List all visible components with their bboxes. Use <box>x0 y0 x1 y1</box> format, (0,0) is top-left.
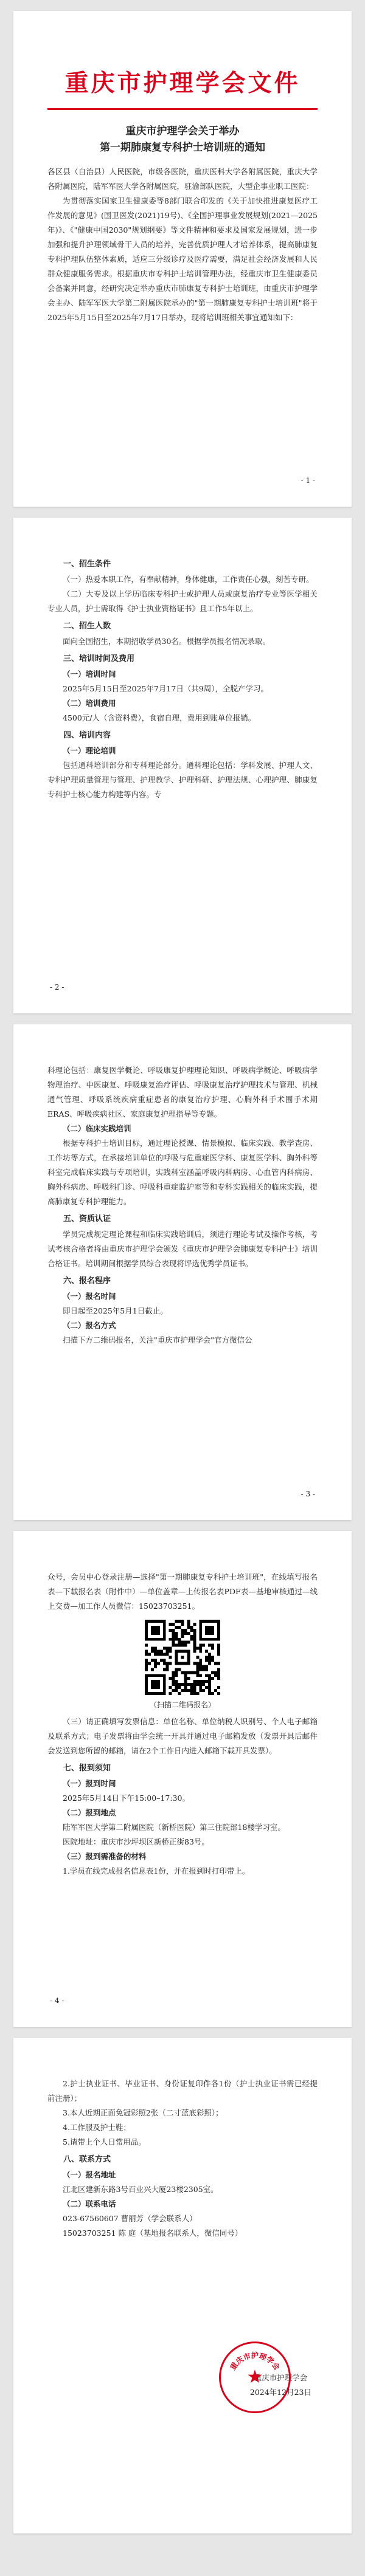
paragraph: 3.本人近期正面免冠彩照2张（二寸蓝底彩照）； <box>63 2108 223 2117</box>
paragraph: 即日起至2025年5月1日截止。 <box>63 1306 168 1315</box>
notice-title-line2: 第一期肺康复专科护士培训班的通知 <box>100 142 265 154</box>
section-heading: 七、报到须知 <box>63 1764 111 1773</box>
section-heading: 八、联系方式 <box>63 2155 111 2164</box>
section-heading: 一、招生条件 <box>63 560 111 569</box>
paragraph: 15023703251 陈 庭（基地报名联系人，微信同号） <box>63 2228 243 2238</box>
paragraph: 根据专科护士培训目标，通过理论授课、情景模拟、临床实践、教学查房、工作坊等方式，在承接培训单位的呼吸与危重症医学科、康复医学科、胸外科等科室完成临床实践与专项培训，实践科室涵盖呼吸内科病房、心血管内科病房、胸外科病房、呼吸科门诊、呼吸科重症监护室等和专科实践相关的临床实践，提高肺康复专科护理能力。 <box>47 1139 318 1206</box>
subsection-heading: （二）报到地点 <box>63 1808 116 1817</box>
subsection-heading: （二）培训费用 <box>63 699 116 708</box>
subsection-heading: （二）报名方式 <box>63 1321 116 1330</box>
paragraph: 面向全国招生，本期招收学员30名。根据学员报名情况录取。 <box>63 637 270 646</box>
section-heading: 四、培训内容 <box>63 731 111 740</box>
paragraph: 4500元/人（含资料费），食宿自理，费用到账单位报销。 <box>63 713 256 722</box>
official-seal <box>219 2341 291 2413</box>
page-1 <box>13 11 352 507</box>
paragraph: 陆军军医大学第二附属医院（新桥医院）第三住院部18楼学习室。 <box>63 1823 285 1832</box>
notice-title-line1: 重庆市护理学会关于举办 <box>125 125 240 137</box>
paragraph: 023-67560607 曹丽芳（学会联系人） <box>63 2214 197 2223</box>
page-number: - 3 - <box>301 1490 315 1498</box>
intro-paragraph: 为贯彻落实国家卫生健康委等8部门联合印发的《关于加快推进康复医疗工作发展的意见》(国卫医发(2021)19号)、《全国护理事业发展规划(2021—2025年)》、《"健康中国2030"规划纲要》等文件精神和要求及国家发展规划，进一步加强和提升护理领域骨干人员的培养，完善优质护理人才培养体系，提高肺康复专科护理队伍整体素质，适应三分级诊疗及医疗需要，满足社会经济发展和人民群众健康服务需求。根据重庆市专科护士培训管理办法，经重庆市卫生健康委员会备案并同意，经研究决定举办重庆市肺康复专科护士培训班，由重庆市护理学会主办、陆军军医大学第二附属医院承办的"第一期肺康复专科护士培训班"将于2025年5月15日至2025年7月17日举办，现将培训班相关事宜通知如下： <box>47 196 318 322</box>
page-2 <box>13 518 352 1013</box>
qr-caption: （扫描二维码报名） <box>149 1701 215 1709</box>
paragraph: （三）请正确填写发票信息：单位名称、单位纳税人识别号、个人电子邮箱及联系方式；电子发票将由学会统一开具并通过电子邮箱发放（发票开具后邮件会发送到您所留的邮箱，请在2个工作日内进入邮箱下载开具发票）。 <box>47 1717 318 1755</box>
paragraph: 众号，会员中心登录注册—选择"第一期肺康复专科护士培训班"，在线填写报名表—下载报名表（附件中）—单位盖章—上传报名表PDF表—基地审核通过—线上交费—加工作人员微信：15023703251。 <box>47 1572 318 1611</box>
page-number: - 4 - <box>50 1996 64 2005</box>
page-number: - 2 - <box>50 983 64 992</box>
paragraph: 包括通科培训部分和专科理论部分。通科理论包括：学科发展、护理人文、专科护理质量管理与管理、护理教学、护理科研、护理法规、心理护理、肺康复专科护士核心能力构建等内容。专 <box>47 761 318 799</box>
paragraph: 科理论包括：康复医学概论、呼吸康复护理理论知识、呼吸病学概论、呼吸病学物理治疗、中医康复、呼吸康复治疗评估、呼吸康复治疗护理技术与管理、机械通气管理、呼吸系统疾病重症患者的康复治疗护理、心胸外科手术围手术期ERAS、呼吸疾病社区、家庭康复护理指导等专题。 <box>47 1066 318 1118</box>
paragraph: 扫描下方二维码报名，关注"重庆市护理学会"官方微信公 <box>63 1335 252 1345</box>
paragraph: 1.学员在线完成报名信息表1份，并在报到时打印带上。 <box>63 1866 250 1875</box>
page-number: - 1 - <box>301 476 315 485</box>
paragraph: （二）大专及以上学历临床专科护士或护理人员或康复治疗专业等医学相关专业人员，护士需取得《护士执业资格证书》且工作5年以上。 <box>47 589 318 613</box>
subsection-heading: （一）培训时间 <box>63 670 116 679</box>
paragraph: 2.护士执业证书、毕业证书、身份证复印件各1份（护士执业证书需已经提前注册）； <box>47 2079 318 2103</box>
section-heading: 五、资质认证 <box>63 1214 111 1224</box>
signing-date: 2024年12月23日 <box>249 2388 311 2397</box>
seal-star-icon: ★ <box>246 2366 263 2388</box>
page-3 <box>13 1024 352 1520</box>
paragraph: 学员完成规定理论课程和临床实践培训后，须进行理论考试及操作考核，考试考核合格者将由重庆市护理学会颁发《重庆市护理学会肺康复专科护士》培训合格证书。培训期间根据学员综合表现将评选优秀学员证书。 <box>47 1230 318 1268</box>
section-heading: 六、报名程序 <box>63 1276 111 1286</box>
paragraph: 5.请带上个人日常用品。 <box>63 2137 146 2146</box>
subsection-heading: （一）报到时间 <box>63 1779 116 1788</box>
notice-title <box>47 123 318 156</box>
header-divider <box>47 108 318 110</box>
paragraph: 2025年5月15日至2025年7月17日（共9周），全脱产学习。 <box>63 684 269 693</box>
subsection-heading: （二）联系电话 <box>63 2199 116 2208</box>
signing-organization: 重庆市护理学会 <box>254 2373 308 2382</box>
paragraph: （一）热爱本职工作，有奉献精神，身体健康，工作责任心强，刻苦专研。 <box>63 575 314 584</box>
subsection-heading: （一）理论培训 <box>63 746 116 755</box>
subsection-heading: （三）报到需准备的材料 <box>63 1852 147 1861</box>
subsection-heading: （一）报名地址 <box>63 2170 116 2179</box>
paragraph: 江北区建新东路3号百业兴大厦23楼2305室。 <box>63 2185 218 2194</box>
svg-text:重庆市护理学会: 重庆市护理学会 <box>228 2351 282 2372</box>
page-4 <box>13 1531 352 2027</box>
subsection-heading: （二）临床实践培训 <box>63 1124 131 1133</box>
paragraph: 2025年5月14日下午15:00–17:30。 <box>63 1793 190 1803</box>
org-header-title: 重庆市护理学会文件 <box>64 69 301 97</box>
paragraph: 4.工作服及护士鞋； <box>63 2123 131 2132</box>
salutation: 各区县（自治县）人民医院，市级各医院，重庆医科大学各附属医院，重庆大学各附属医院，陆军军医大学各附属医院，驻渝部队医院，大型企事业职工医院： <box>47 167 318 191</box>
subsection-heading: （一）报名时间 <box>63 1292 116 1301</box>
page-5 <box>13 2038 352 2533</box>
section-heading: 二、招生人数 <box>63 622 111 631</box>
section-heading: 三、培训时间及费用 <box>63 654 135 663</box>
paragraph: 医院地址：重庆市沙坪坝区新桥正街83号。 <box>63 1837 209 1846</box>
registration-qr-code[interactable] <box>145 1620 220 1695</box>
